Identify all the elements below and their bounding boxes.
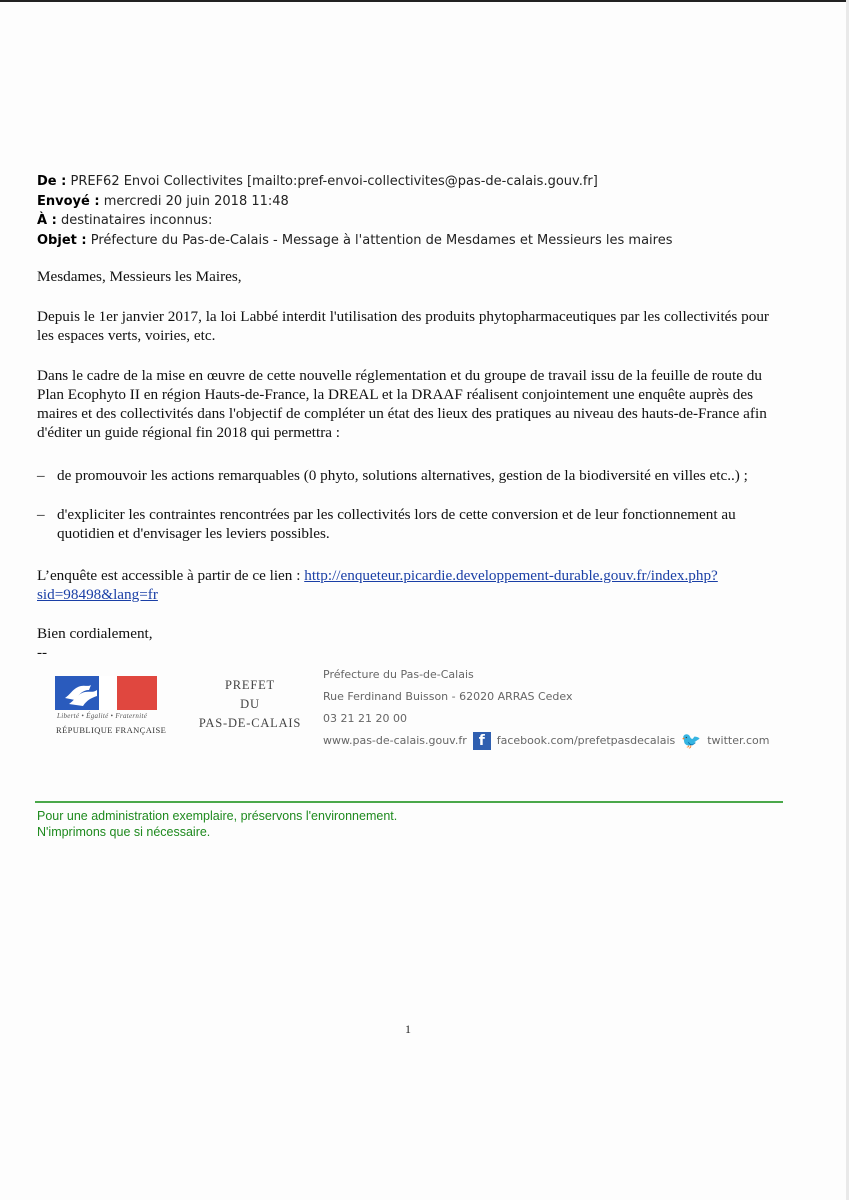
logo-blue-panel bbox=[55, 676, 99, 710]
contact-info bbox=[323, 664, 803, 752]
twitter-bird-icon[interactable]: 🐦 bbox=[681, 731, 702, 750]
sent-line: Envoyé : mercredi 20 juin 2018 11:48 bbox=[37, 193, 289, 209]
paragraph-enquete: Dans le cadre de la mise en œuvre de cette nouvelle réglementation et du groupe de travail issu de la feuille de route du Plan Ecophyto II en région Hauts-de-France, la DREAL et la DRAAF réalisent conjointement une enquête auprès des maires et des collectivités dans l'objectif de compléter un état des lieux des pratiques au niveau des hauts-de-France afin d'éditer un guide régional fin 2018 qui permettra : bbox=[37, 367, 767, 441]
to-line: À : destinataires inconnus: bbox=[37, 213, 213, 228]
greeting: Mesdames, Messieurs les Maires, bbox=[37, 268, 242, 285]
website-link[interactable]: www.pas-de-calais.gouv.fr bbox=[323, 734, 467, 747]
bullet-dash: – bbox=[37, 506, 45, 523]
republique-francaise: RÉPUBLIQUE FRANÇAISE bbox=[56, 725, 167, 735]
top-border bbox=[0, 0, 849, 2]
bullet-item bbox=[37, 466, 777, 485]
logo-red-panel bbox=[117, 676, 157, 710]
email-header bbox=[37, 172, 817, 250]
from-line: De : PREF62 Envoi Collectivites [mailto:pref-envoi-collectivites@pas-de-calais.gouv.fr] bbox=[37, 174, 598, 189]
link-intro: L’enquête est accessible à partir de ce lien : bbox=[37, 567, 301, 584]
bullet-text: d'expliciter les contraintes rencontrées par les collectivités lors de cette conversion et de leur fonctionnement au quotidien et d'envisager les leviers possibles. bbox=[57, 506, 736, 542]
survey-link[interactable]: http://enqueteur.picardie.developpement-durable.gouv.fr/index.php?sid=98498&lang=fr bbox=[37, 567, 718, 603]
subject-line: Objet : Préfecture du Pas-de-Calais - Message à l'attention de Mesdames et Messieurs les maires bbox=[37, 232, 673, 248]
org-name: Préfecture du Pas-de-Calais bbox=[323, 668, 474, 681]
facebook-link[interactable]: facebook.com/prefetpasdecalais bbox=[496, 734, 676, 747]
link-paragraph bbox=[37, 566, 777, 604]
green-divider bbox=[35, 801, 783, 803]
bullet-dash: – bbox=[37, 467, 45, 484]
phone: 03 21 21 20 00 bbox=[323, 712, 407, 725]
paragraph-loi-labbe: Depuis le 1er janvier 2017, la loi Labbé interdit l'utilisation des produits phytopharmaceutiques par les collectivités pour les espaces verts, voiries, etc. bbox=[37, 308, 769, 344]
logo-white-panel bbox=[99, 676, 117, 710]
bullet-text: de promouvoir les actions remarquables (0 phyto, solutions alternatives, gestion de la biodiversité en villes etc..) ; bbox=[57, 467, 748, 484]
prefet-title: PREFET DU PAS-DE-CALAIS bbox=[198, 678, 302, 730]
page-number: 1 bbox=[405, 1022, 411, 1036]
devise-text: Liberté • Égalité • Fraternité bbox=[57, 712, 148, 720]
facebook-icon[interactable]: f bbox=[473, 732, 491, 750]
bullet-item bbox=[37, 505, 777, 543]
twitter-link[interactable]: twitter.com bbox=[707, 734, 770, 747]
address: Rue Ferdinand Buisson - 62020 ARRAS Cedex bbox=[323, 690, 573, 703]
marianne-profile-icon bbox=[55, 676, 99, 710]
closing: Bien cordialement, bbox=[37, 625, 153, 642]
eco-notice: Pour une administration exemplaire, préservons l'environnement. N'imprimons que si nécessaire. bbox=[37, 809, 398, 839]
signature-separator: -- bbox=[37, 644, 48, 661]
signature-block bbox=[55, 668, 795, 752]
marianne-logo bbox=[55, 676, 159, 710]
social-row bbox=[323, 730, 803, 752]
